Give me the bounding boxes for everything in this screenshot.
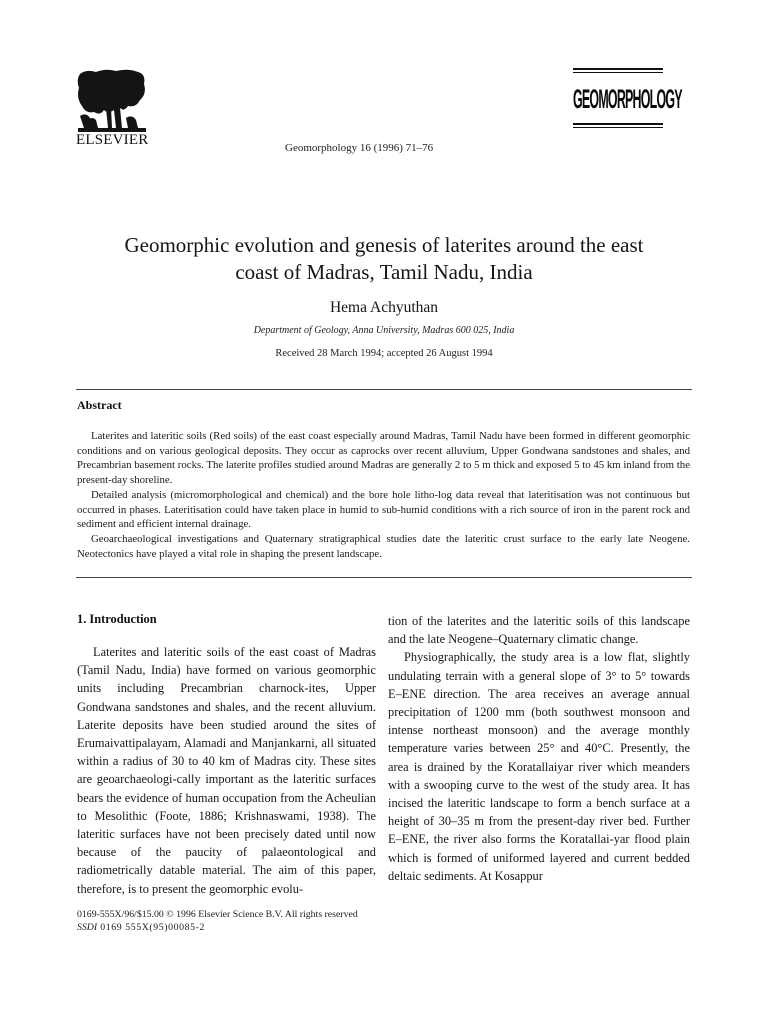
ssdi-label: SSDI <box>77 922 98 933</box>
abstract-paragraph: Detailed analysis (micromorphological and chemical) and the bore hole litho-log data reveal that lateritisation was not continuous but occurred in phases. Lateritisation could have taken place in humid to sub-humid conditions with a rich source of iron in the parent rock and sediment and efficient internal drainage. <box>77 488 690 531</box>
left-column <box>77 643 376 898</box>
section-heading-introduction: 1. Introduction <box>77 612 157 626</box>
brand-rule-top-thin <box>573 72 663 73</box>
brand-rule-bottom-thin <box>573 127 663 128</box>
body-paragraph: tion of the laterites and the lateritic soils of this landscape and the late Neogene–Quaternary climatic change. <box>388 614 690 647</box>
ssdi-value: 0169 555X(95)00085-2 <box>100 922 205 933</box>
ssdi-identifier <box>77 922 205 933</box>
author-affiliation: Department of Geology, Anna University, Madras 600 025, India <box>253 325 515 336</box>
article-author: Hema Achyuthan <box>329 299 439 316</box>
publisher-name: ELSEVIER <box>76 132 149 148</box>
article-title-line-1: Geomorphic evolution and genesis of laterites around the east <box>124 233 644 257</box>
abstract-paragraph: Geoarchaeological investigations and Quaternary stratigraphical studies date the lateritic crust surface to the early late Neogene. Neotectonics have played a vital role in shaping the present landscape. <box>77 532 690 560</box>
journal-brand <box>573 68 682 128</box>
abstract-body <box>77 429 690 561</box>
abstract-bottom-divider <box>76 577 692 578</box>
received-dates: Received 28 March 1994; accepted 26 August 1994 <box>275 348 493 359</box>
body-paragraph: Laterites and lateritic soils of the east coast of Madras (Tamil Nadu, India) have formed on various geomorphic units including Precambrian charnock-ites, Upper Gondwana sandstones and shales, and the recent alluvium. Laterite deposits have been studied around the sites of Erumaivattipalayam, Alamadi and Manjankarni, all situated within a radius of 30 to 40 km of Madras city. These sites are geoarchaeologi-cally important as the lateritic surfaces bears the evidence of human occupation from the Acheulian to Mesolithic (Foote, 1886; Krishnaswami, 1938). The lateritic surfaces have not been precisely dated until now because of the paucity of palaeontological and radiometrically datable material. The aim of this paper, therefore, is to present the geomorphic evolu- <box>77 645 376 896</box>
brand-rule-top <box>573 68 663 70</box>
brand-rule-bottom <box>573 123 663 125</box>
elsevier-tree-logo-icon <box>76 68 148 134</box>
abstract-paragraph: Laterites and lateritic soils (Red soils) of the east coast especially around Madras, Tamil Nadu have been formed in different geomorphic conditions and on various geological deposits. They occur as caprocks over recent alluvium, Upper Gondwana sandstones and shales, and Precambrian basement rocks. The laterite profiles studied around Madras are generally 2 to 5 m thick and exposed 5 to 45 km inland from the present-day shoreline. <box>77 430 690 487</box>
journal-brand-name: GEOMORPHOLOGY <box>573 85 682 115</box>
right-column <box>388 612 690 885</box>
copyright-notice: 0169-555X/96/$15.00 © 1996 Elsevier Science B.V. All rights reserved <box>77 909 358 920</box>
abstract-top-divider <box>76 389 692 390</box>
body-paragraph: Physiographically, the study area is a low flat, slightly undulating terrain with a general slope of 3° to 5° towards E–ENE direction. The area receives an average annual precipitation of 1200 mm (both southwest monsoon and intense northeast monsoon) and the average monthly temperature varies between 25° and 40°C. Presently, the area is drained by the Koratallaiyar river which meanders with a swooping curve to the west of the study area. It has incised the lateritic landscape to form a bench surface at a height of 30–35 m from the present-day river bed. Further E–ENE, the river also forms the Koratallai-yar flood plain which is formed of uniformed layered and current bedded deltaic sediments. At Kosappur <box>388 650 690 883</box>
article-title-line-2: coast of Madras, Tamil Nadu, India <box>235 260 533 284</box>
journal-citation: Geomorphology 16 (1996) 71–76 <box>285 142 434 154</box>
article-title <box>80 232 688 286</box>
abstract-heading: Abstract <box>77 398 122 412</box>
